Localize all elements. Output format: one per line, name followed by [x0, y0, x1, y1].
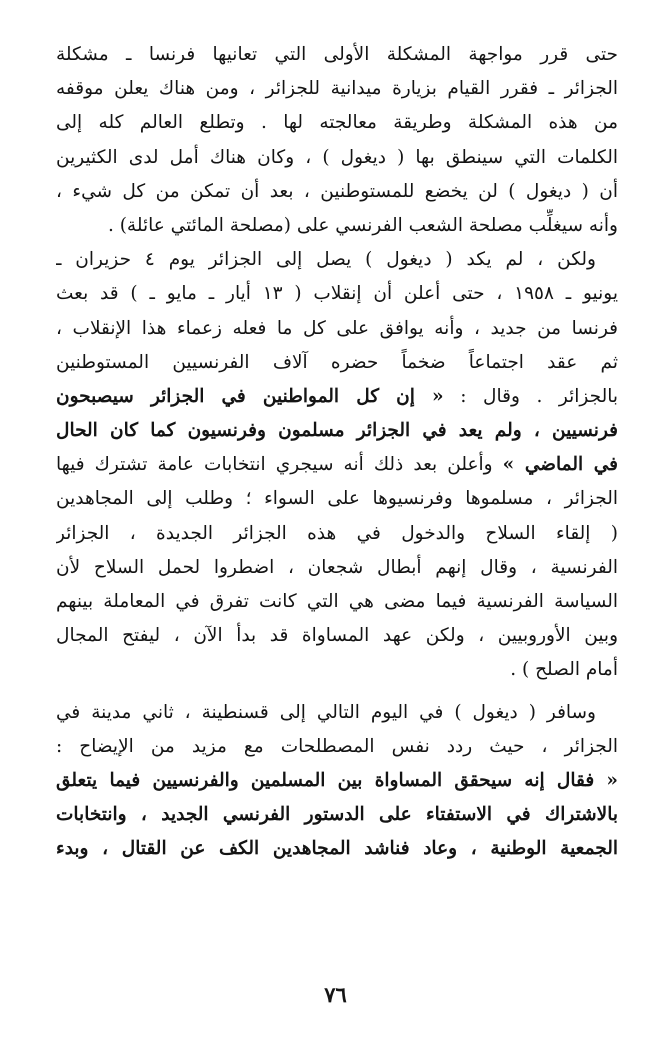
text-run: وبين الأوروبيين ، ولكن عهد المساواة قد بدأ الآن ، ليفتح المجال — [56, 625, 618, 647]
text-line — [56, 696, 618, 730]
text-line — [56, 585, 618, 619]
text-run: فرنسا من جديد ، وأنه يوافق على كل ما فعله زعماء هذا الإنقلاب ، — [56, 317, 618, 339]
text-run: أن ( ديغول ) لن يخضع للمستوطنين ، بعد أن تمكن من كل شيء ، — [56, 180, 618, 202]
text-run: وأنه سيغلِّب مصلحة الشعب الفرنسي على (مصلحة المائتي عائلة) . — [107, 214, 618, 236]
text-line — [56, 414, 618, 448]
text-line — [56, 175, 618, 209]
text-line — [56, 141, 618, 175]
text-line — [56, 730, 618, 764]
paragraph-3 — [56, 696, 618, 867]
text-line — [56, 277, 618, 311]
page-number: ٧٦ — [324, 982, 347, 1007]
text-run: من هذه المشكلة وطريقة معالجته لها . وتطلع العالم كله إلى — [56, 112, 618, 134]
text-line — [56, 482, 618, 516]
text-line — [56, 380, 618, 414]
text-run: حتى قرر مواجهة المشكلة الأولى التي تعانيها فرنسا ـ مشكلة — [56, 44, 618, 65]
text-line — [56, 653, 618, 687]
text-line — [56, 72, 618, 106]
text-line — [56, 448, 618, 482]
text-run: وأعلن بعد ذلك أنه سيجري انتخابات عامة تشترك فيها — [56, 454, 503, 476]
text-run: الجزائر ، حيث ردد نفس المصطلحات مع مزيد من الإيضاح : — [56, 735, 618, 757]
text-run: الكلمات التي سينطق بها ( ديغول ) ، وكان هناك أمل لدى الكثيرين — [56, 146, 618, 168]
bold-quote-run: فرنسيين ، ولم يعد في الجزائر مسلمون وفرنسيون كما كان الحال — [56, 420, 618, 442]
text-run: الفرنسية ، وقال إنهم أبطال شجعان ، اضطروا لحمل السلاح لأن — [56, 556, 618, 578]
bold-quote-run: الجمعية الوطنية ، وعاد فناشد المجاهدين الكف عن القتال ، وبدء — [56, 838, 618, 860]
bold-quote-run: « فقال إنه سيحقق المساواة بين المسلمين والفرنسيين فيما يتعلق — [56, 769, 618, 791]
text-run: يونيو ـ ١٩٥٨ ، حتى أعلن أن إنقلاب ( ١٣ أيار ـ مايو ـ ) قد بعث — [56, 283, 618, 305]
text-line — [56, 209, 618, 243]
text-run: ولكن ، لم يكد ( ديغول ) يصل إلى الجزائر يوم ٤ حزيران ـ — [56, 249, 596, 271]
text-line — [56, 346, 618, 380]
bold-quote-run: في الماضي » — [502, 454, 618, 476]
text-line — [56, 243, 618, 277]
book-page — [56, 38, 618, 1018]
text-line — [56, 764, 618, 798]
text-line — [56, 832, 618, 866]
text-run: ثم عقد اجتماعاً ضخماً حضره آلاف الفرنسيين المستوطنين — [56, 351, 618, 373]
text-run: السياسة الفرنسية فيما مضى هي التي كانت تفرق في المعاملة بينهم — [56, 591, 618, 612]
text-run: وسافر ( ديغول ) في اليوم التالي إلى قسنطينة ، ثاني مدينة في — [56, 701, 596, 723]
bold-quote-run: « إن كل المواطنين في الجزائر سيصبحون — [56, 385, 444, 407]
text-line — [56, 551, 618, 585]
text-run: ( إلقاء السلاح والدخول في هذه الجزائر الجديدة ، الجزائر — [56, 522, 618, 544]
bold-quote-run: بالاشتراك في الاستفتاء على الدستور الفرنسي الجديد ، وانتخابات — [56, 804, 618, 826]
paragraph-spacer — [56, 688, 618, 696]
text-line — [56, 619, 618, 653]
text-line — [56, 312, 618, 346]
text-run: الجزائر ، مسلموها وفرنسيوها على السواء ؛ وطلب إلى المجاهدين — [56, 488, 618, 510]
text-line — [56, 106, 618, 140]
text-run: أمام الصلح ) . — [510, 659, 618, 681]
text-line — [56, 517, 618, 551]
text-line — [56, 798, 618, 832]
text-run: الجزائر ـ فقرر القيام بزيارة ميدانية للجزائر ، ومن هناك يعلن موقفه — [56, 78, 618, 100]
paragraph-2 — [56, 243, 618, 687]
paragraph-1 — [56, 38, 618, 243]
text-line — [56, 38, 618, 72]
text-run: بالجزائر . وقال : — [443, 385, 618, 407]
